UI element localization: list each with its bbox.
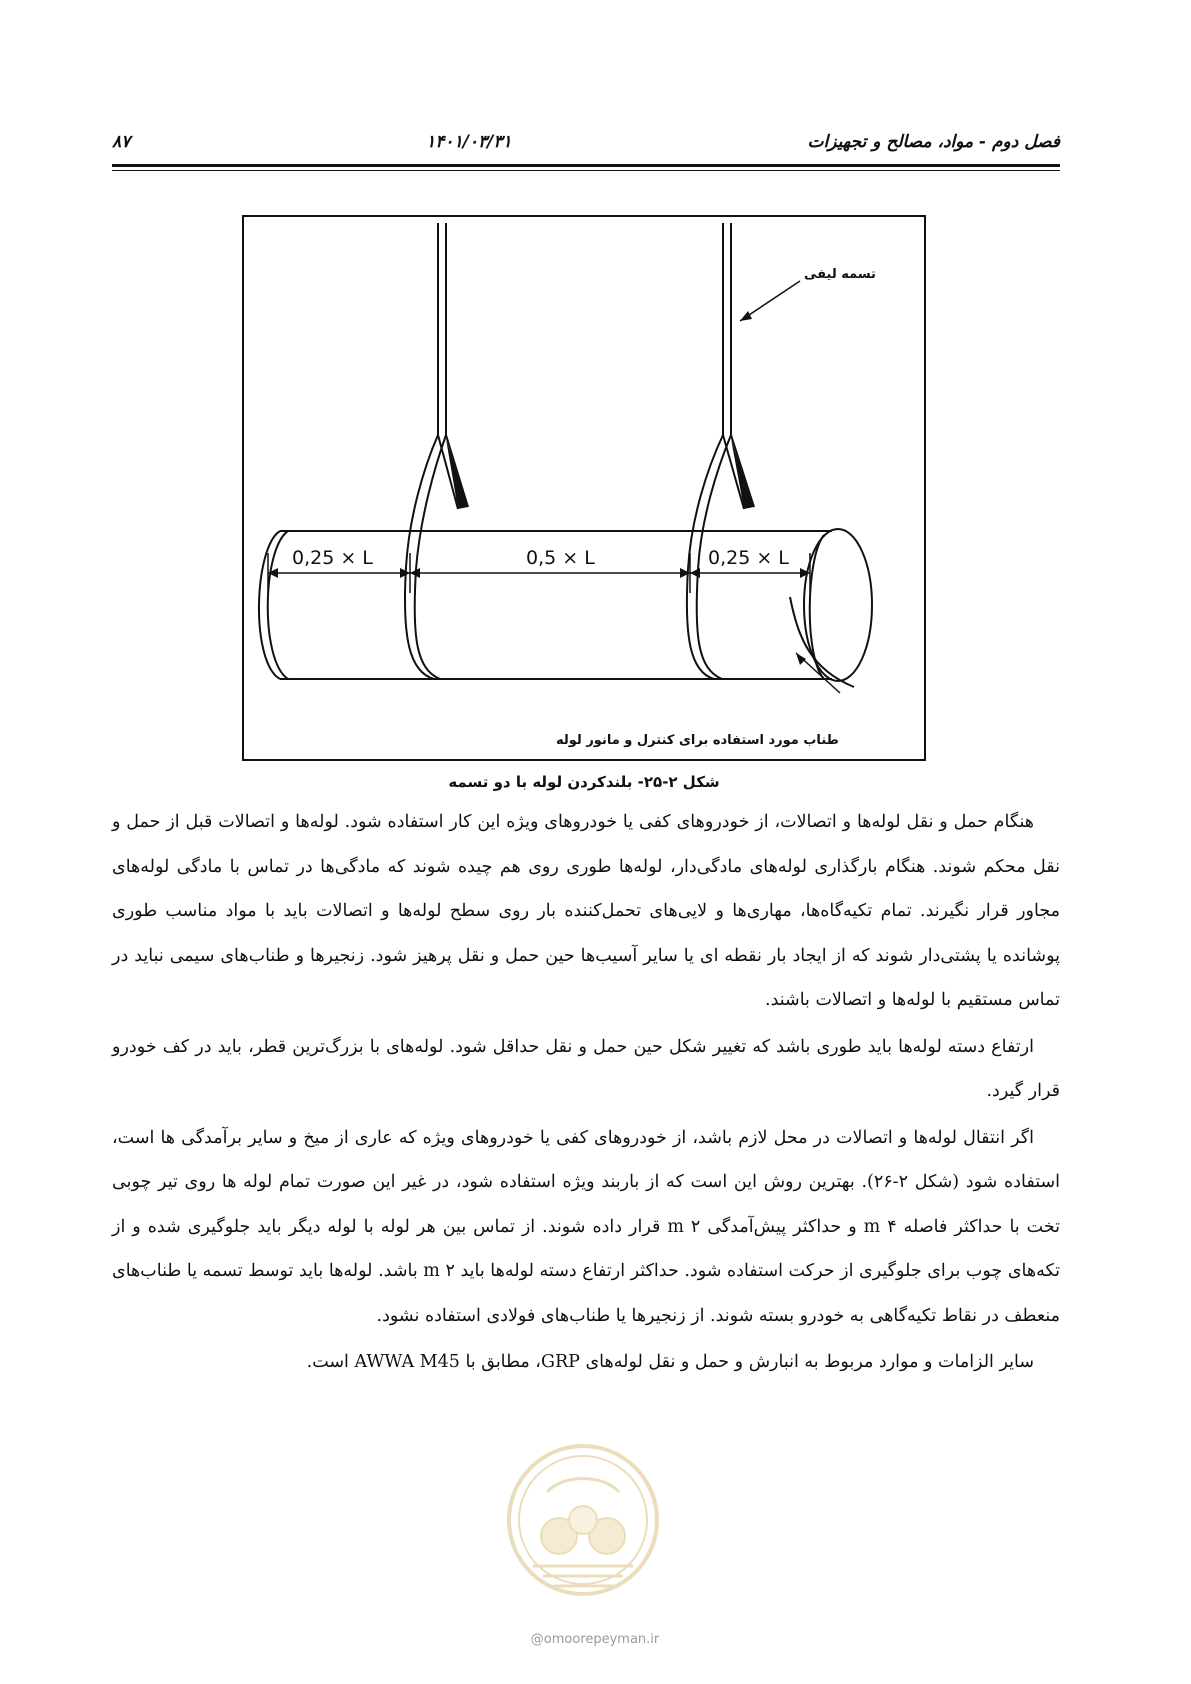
pipe-left-end — [259, 531, 280, 679]
figure-lifting-diagram — [242, 215, 926, 761]
paragraph-4: سایر الزامات و موارد مربوط به انبارش و حمل و نقل لوله‌های GRP، مطابق با AWWA M45 است. — [306, 1352, 1034, 1372]
watermark-url: @omoorepeyman.ir — [530, 1632, 660, 1647]
paragraph-3: اگر انتقال لوله‌ها و اتصالات در محل لازم باشد، از خودروهای کفی یا خودروهای ویژه که عاری از میخ و سایر برآمدگی ها است، استفاده شود (شکل ۲-۲۶). بهترین روش این است که از باربند ویژه استفاده شود، در غیر این صورت تمام لوله ها روی تیر چوبی تخت با حداکثر فاصله m ۴ و حداکثر پیش‌آمدگی m ۲ قرار داده شوند. از تماس بین هر لوله با لوله دیگر باید جلوگیری شده و از تکه‌های چوب برای جلوگیری از حرکت استفاده شود. حداکثر ارتفاع دسته لوله‌ها باید m ۲ باشد. لوله‌ها باید توسط تسمه یا طناب‌های منعطف در نقاط تکیه‌گاهی به خودرو بسته شوند. از زنجیرها یا طناب‌های فولادی استفاده نشود. — [112, 1127, 1061, 1326]
dim-label-middle: 0,5 × L — [526, 547, 595, 569]
left-strap-loop-back — [415, 435, 446, 679]
rope-callout-arrowhead — [796, 653, 806, 665]
page-number: ۸۷ — [112, 132, 131, 152]
figure-caption: شکل ۲-۲۵- بلندکردن لوله با دو تسمه — [448, 773, 720, 791]
header-rule-thin — [112, 170, 1060, 171]
header-date: ۱۴۰۱/۰۳/۳۱ — [426, 132, 512, 152]
rope-callout-label: طناب مورد استفاده برای کنترل و مانور لوله — [556, 733, 839, 748]
watermark-logo — [503, 1440, 663, 1600]
dim-label-right: 0,25 × L — [708, 547, 789, 569]
strap-callout-arrowhead — [740, 311, 752, 321]
dim-label-left: 0,25 × L — [292, 547, 373, 569]
arrow-e — [690, 568, 700, 578]
header-rule-thick — [112, 164, 1060, 167]
body-text — [112, 800, 1060, 1385]
chapter-title: فصل دوم - مواد، مصالح و تجهیزات — [807, 132, 1060, 152]
paragraph-1: هنگام حمل و نقل لوله‌ها و اتصالات، از خودروهای کفی یا خودروهای ویژه این کار استفاده شود. لوله‌ها و اتصالات قبل از حمل و نقل محکم شوند. هنگام بارگذاری لوله‌های مادگی‌دار، لوله‌ها طوری روی هم چیده شوند که مادگی‌ها در تماس با مادگی لوله‌های مجاور قرار نگیرند. تمام تکیه‌گاه‌ها، مهاری‌ها و لایی‌های تحمل‌کننده بار روی سطح لوله‌ها و اتصالات باید با مواد مناسب طوری پوشانده یا پشتی‌دار شوند که از ایجاد بار نقطه ای یا سایر آسیب‌ها حین حمل و نقل پرهیز شود. زنجیرها و طناب‌های سیمی نباید در تماس مستقیم با لوله‌ها و اتصالات باشند. — [112, 812, 1060, 1010]
page-header — [112, 126, 1060, 158]
pipe-lifting-drawing — [244, 217, 928, 763]
paragraph-2: ارتفاع دسته لوله‌ها باید طوری باشد که تغییر شکل حین حمل و نقل حداقل شود. لوله‌های با بزرگ‌ترین قطر، باید در کف خودرو قرار گیرد. — [112, 1036, 1060, 1101]
strap-callout-label: تسمه لیفی — [804, 267, 876, 282]
pipe-left-end-inner — [268, 531, 288, 679]
